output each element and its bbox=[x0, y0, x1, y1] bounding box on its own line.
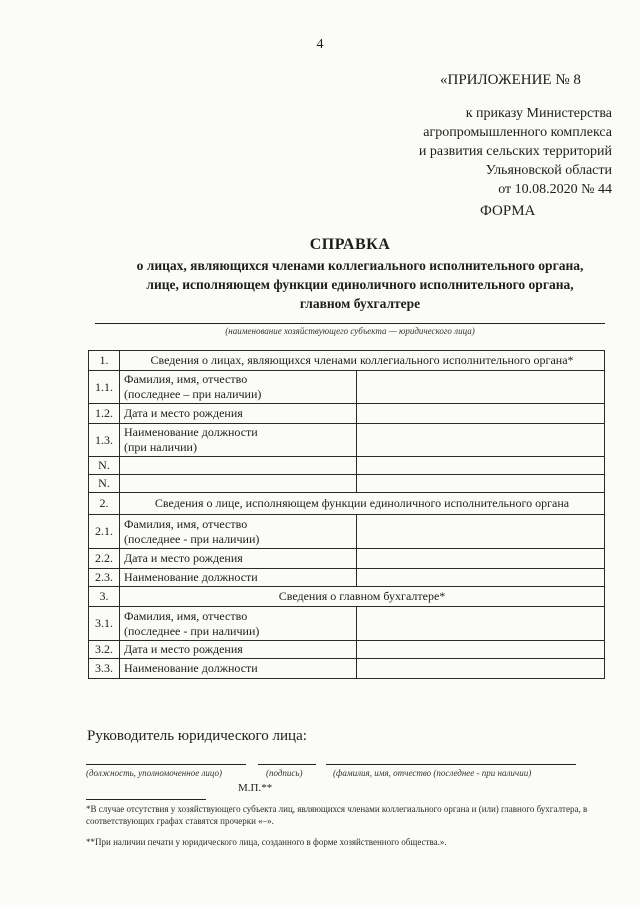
field-value[interactable] bbox=[357, 404, 605, 424]
table-field-row bbox=[89, 659, 605, 679]
organization-caption: (наименование хозяйствующего субъекта — юридического лица) bbox=[225, 326, 475, 336]
document-title: СПРАВКА bbox=[309, 236, 391, 253]
field-value[interactable] bbox=[357, 371, 605, 404]
field-value[interactable] bbox=[357, 659, 605, 679]
position-field[interactable] bbox=[86, 764, 246, 765]
section-heading: Сведения о главном бухгалтере* bbox=[120, 587, 605, 607]
row-number: 3. bbox=[89, 587, 120, 607]
row-number: 2.1. bbox=[89, 515, 120, 549]
info-table bbox=[88, 350, 605, 679]
order-line: к приказу Министерства bbox=[465, 106, 612, 121]
field-label: Фамилия, имя, отчество (последнее – при наличии) bbox=[120, 371, 357, 404]
table-field-row bbox=[89, 457, 605, 475]
name-field[interactable] bbox=[326, 764, 576, 765]
subtitle-line: главном бухгалтере bbox=[299, 296, 421, 311]
form-label: ФОРМА bbox=[480, 203, 536, 219]
table-field-row bbox=[89, 404, 605, 424]
section-heading: Сведения о лицах, являющихся членами коллегиального исполнительного органа* bbox=[120, 351, 605, 371]
field-value[interactable] bbox=[357, 475, 605, 493]
row-number: N. bbox=[89, 475, 120, 493]
field-label: Дата и место рождения bbox=[120, 404, 357, 424]
field-label: Наименование должности bbox=[120, 569, 357, 587]
head-label: Руководитель юридического лица: bbox=[87, 728, 307, 744]
table-field-row bbox=[89, 549, 605, 569]
row-number: 1.1. bbox=[89, 371, 120, 404]
footnote-1: *В случае отсутствия у хозяйствующего субъекта лиц, являющихся членами коллегиального органа и (или) главного бухгалтера, в соответствующих графах ставятся прочерки «–». bbox=[86, 804, 588, 826]
order-line: агропромышленного комплекса bbox=[423, 125, 612, 140]
field-value[interactable] bbox=[357, 515, 605, 549]
table-section-row bbox=[89, 351, 605, 371]
row-number: 3.2. bbox=[89, 641, 120, 659]
field-value[interactable] bbox=[357, 424, 605, 457]
stamp-place: М.П.** bbox=[238, 782, 273, 794]
field-label: Дата и место рождения bbox=[120, 641, 357, 659]
table-field-row bbox=[89, 475, 605, 493]
appendix-label: «ПРИЛОЖЕНИЕ № 8 bbox=[440, 72, 581, 88]
row-number: 1.3. bbox=[89, 424, 120, 457]
order-line: от 10.08.2020 № 44 bbox=[498, 182, 612, 197]
document-subtitle bbox=[80, 256, 640, 313]
subtitle-line: лице, исполняющем функции единоличного исполнительного органа, bbox=[146, 277, 574, 292]
table-field-row bbox=[89, 607, 605, 641]
order-line: и развития сельских территорий bbox=[418, 144, 612, 159]
field-label bbox=[120, 457, 357, 475]
field-label: Фамилия, имя, отчество (последнее - при наличии) bbox=[120, 515, 357, 549]
organization-name-field[interactable] bbox=[95, 323, 605, 324]
row-number: 2.2. bbox=[89, 549, 120, 569]
table-field-row bbox=[89, 569, 605, 587]
row-number: 2. bbox=[89, 493, 120, 515]
page-number: 4 bbox=[316, 37, 324, 52]
row-number: 3.1. bbox=[89, 607, 120, 641]
table-section-row bbox=[89, 587, 605, 607]
footnote-divider bbox=[86, 799, 206, 800]
signature-field[interactable] bbox=[258, 764, 316, 765]
field-value[interactable] bbox=[357, 457, 605, 475]
row-number: N. bbox=[89, 457, 120, 475]
position-caption: (должность, уполномоченное лицо) bbox=[86, 768, 222, 778]
field-label: Фамилия, имя, отчество (последнее - при наличии) bbox=[120, 607, 357, 641]
table-field-row bbox=[89, 515, 605, 549]
order-line: Ульяновской области bbox=[485, 163, 612, 178]
row-number: 1. bbox=[89, 351, 120, 371]
field-value[interactable] bbox=[357, 569, 605, 587]
row-number: 3.3. bbox=[89, 659, 120, 679]
field-value[interactable] bbox=[357, 607, 605, 641]
field-value[interactable] bbox=[357, 641, 605, 659]
field-value[interactable] bbox=[357, 549, 605, 569]
signature-caption: (подпись) bbox=[266, 768, 303, 778]
name-caption: (фамилия, имя, отчество (последнее - при наличии) bbox=[333, 768, 532, 778]
field-label: Наименование должности (при наличии) bbox=[120, 424, 357, 457]
field-label: Дата и место рождения bbox=[120, 549, 357, 569]
row-number: 1.2. bbox=[89, 404, 120, 424]
row-number: 2.3. bbox=[89, 569, 120, 587]
subtitle-line: о лицах, являющихся членами коллегиального исполнительного органа, bbox=[136, 258, 584, 273]
footnote-2: **При наличии печати у юридического лица, созданного в форме хозяйственного общества.». bbox=[86, 837, 447, 847]
table-field-row bbox=[89, 641, 605, 659]
table-field-row bbox=[89, 371, 605, 404]
table-section-row bbox=[89, 493, 605, 515]
section-heading: Сведения о лице, исполняющем функции единоличного исполнительного органа bbox=[120, 493, 605, 515]
order-reference bbox=[380, 104, 612, 199]
table-field-row bbox=[89, 424, 605, 457]
field-label bbox=[120, 475, 357, 493]
field-label: Наименование должности bbox=[120, 659, 357, 679]
